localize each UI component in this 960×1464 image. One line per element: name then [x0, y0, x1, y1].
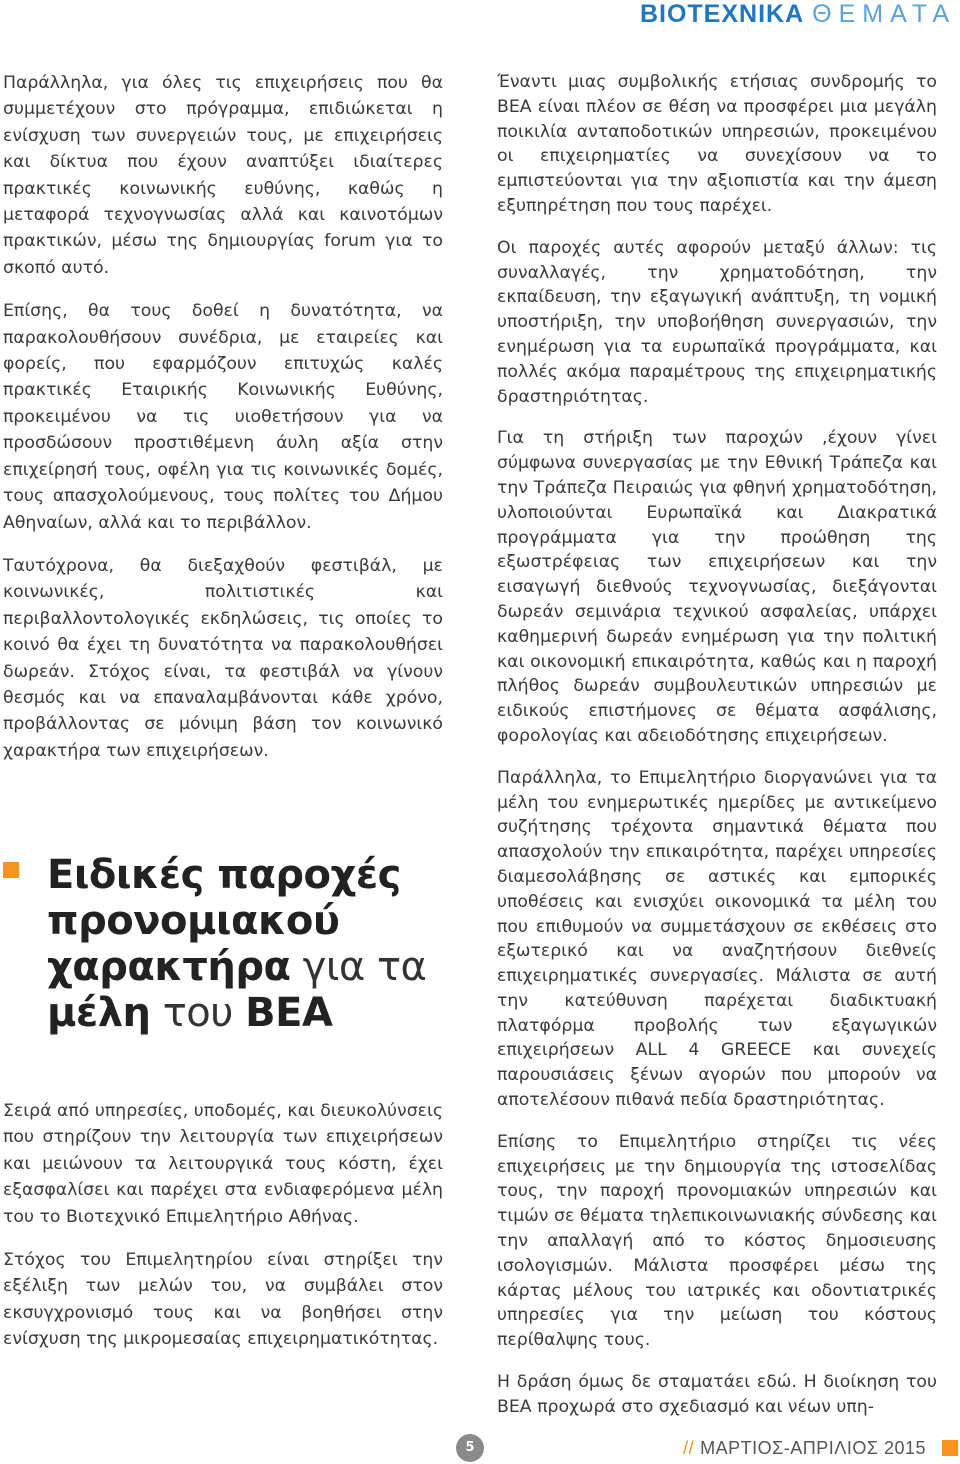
left-column-lower	[3, 1098, 443, 1370]
heading-part-1: Ειδικές παροχές	[47, 852, 401, 898]
left-paragraph-3: Ταυτόχρονα, θα διεξαχθούν φεστιβάλ, με κοινωνικές, πολιτιστικές και περιβαλλοντολογικές εκδηλώσεις, τις οποίες το κοινό θα έχει τη δυνατότητα να παρακολουθήσει δωρεάν. Στόχος είναι, τα φεστιβάλ να γίνουν θεσμός και να επαναλαμβάνονται κάθε χρόνο, προβάλλοντας σε μόνιμη βάση τον κοινωνικό χαρακτήρα των επιχειρήσεων.	[3, 555, 443, 761]
left-lower-paragraph-2: Στόχος του Επιμελητηρίου είναι στηρίξει την εξέλιξη των μελών του, να συμβάλει στον εκσυγχρονισμό τους και να βοηθήσει στην ενίσχυση της μικρομεσαίας επιχειρηματικότητας.	[3, 1250, 443, 1350]
header-brand-bold: ΒΙΟΤΕΧΝΙΚΑ	[639, 0, 805, 28]
right-paragraph-5: Επίσης το Επιμελητήριο στηρίζει τις νέες επιχειρήσεις με την δημιουργία της ιστοσελίδας τους, την παροχή προνομιακών υπηρεσιών και τιμών σε θέματα τηλεπικοινωνιακής σύνδεσης και την απαλλαγή από το κόστος δημοσιευσης ισολογισμών. Μάλιστα προσφέρει μέσω της κάρτας μέλους του ιατρικές και οδοντιατρικές υπηρεσίες για την μείωση του κόστους περίθαλψης τους.	[497, 1131, 937, 1351]
right-column	[497, 70, 937, 1437]
heading-part-6: του	[150, 990, 246, 1036]
left-column	[3, 70, 443, 781]
left-paragraph-2: Επίσης, θα τους δοθεί η δυνατότητα, να παρακολουθήσουν συνέδρια, με εταιρείες και φορείς, που εφαρμόζουν επιτυχώς καλές πρακτικές Εταιρικής Κοινωνικής Ευθύνης, προκειμένου να τις υιοθετήσουν για να προσδώσουν προστιθέμενη άυλη αξία στην επιχείρησή τους, οφέλη για τις κοινωνικές δομές, τους απασχολούμενους, τους πολίτες του Δήμου Αθηναίων, αλλά και το περιβάλλον.	[3, 301, 443, 533]
footer-issue	[683, 1436, 926, 1460]
heading-part-3: χαρακτήρα	[47, 944, 291, 990]
footer-slash: //	[683, 1438, 695, 1458]
heading-part-7: ΒΕΑ	[245, 990, 333, 1036]
heading-part-4: για τα	[290, 944, 427, 990]
left-paragraph-1: Παράλληλα, για όλες τις επιχειρήσεις που θα συμμετέχουν στο πρόγραμμα, επιδιώκεται η ενίσχυση των συνεργειών τους, με επιχειρήσεις και δίκτυα που έχουν αναπτύξει ιδιαίτερες πρακτικές κοινωνικής ευθύνης, καθώς η μεταφορά τεχνογνωσίας αλλά και καινοτόμων πρακτικών, μέσω της δημιουργίας forum για το σκοπό αυτό.	[3, 73, 443, 278]
right-paragraph-3: Για τη στήριξη των παροχών ,έχουν γίνει σύμφωνα συνεργασίας με την Εθνική Τράπεζα και την Τράπεζα Πειραιώς για φθηνή χρηματοδότηση, υλοποιούνται Ευρωπαϊκά και Διακρατικά προγράμματα για την προώθηση της εξωστρέφειας των επιχειρήσεων και την εισαγωγή διεθνούς τεχνογνωσίας, διεξάγονται δωρεάν σεμινάρια τεχνικού ασφαλείας, υπάρχει καθημερινή δωρεάν ενημέρωση για την πολιτική και οικονομική επικαιρότητα, καθώς και η παροχή πλήθος δωρεάν συμβουλευτικών υπηρεσιών με ειδικούς επιστήμονες σε θέματα ασφάλισης, φορολογίας και αδειοδότησης επιχειρήσεων.	[497, 428, 937, 746]
heading-bullet-square	[3, 862, 19, 878]
heading-part-2: προνομιακού	[47, 898, 340, 944]
header-brand-thin: ΘΕΜΑΤΑ	[812, 0, 956, 28]
right-paragraph-2: Οι παροχές αυτές αφορούν μεταξύ άλλων: τις συναλλαγές, την χρηματοδότηση, την εκπαίδευση, την εξαγωγική ανάπτυξη, τη νομική υποστήριξη, την υποβοήθηση συνεργασιών, την ενημέρωση για τα ευρωπαϊκά προγράμματα, και πολλές ακόμα παραμέτρους της επιχειρηματικής δραστηριότητας.	[497, 237, 937, 407]
footer-square-icon	[942, 1440, 958, 1456]
footer-issue-text: ΜΑΡΤΙΟΣ-ΑΠΡΙΛΙΟΣ 2015	[700, 1438, 926, 1458]
section-heading-block	[3, 852, 443, 1036]
page-header	[640, 0, 956, 28]
right-paragraph-1: Έναντι μιας συμβολικής ετήσιας συνδρομής το ΒΕΑ είναι πλέον σε θέση να προσφέρει μια μεγάλη ποικιλία ανταποδοτικών υπηρεσιών, προκειμένου οι επιχειρηματίες να συνεχίσουν να το εμπιστεύονται για την αξιοπιστία και την άμεση εξυπηρέτηση που τους παρέχει.	[497, 72, 937, 216]
right-paragraph-4: Παράλληλα, το Επιμελητήριο διοργανώνει για τα μέλη του ενημερωτικές ημερίδες με αντικείμενο συζήτησης τρέχοντα σημαντικά θέματα που απασχολούν την επικαιρότητα, παρέχει υπηρεσίες διαμεσολάβησης σε αστικές και εμπορικές υποθέσεις και ενισχύει οικονομικά τα μέλη του που επιθυμούν να συμμετάσχουν σε εκθέσεις στο εξωτερικό και να αναζητήσουν διεθνείς επιχειρηματικές συνεργασίες. Μάλιστα σε αυτή την κατεύθυνση παρέχεται διαδικτυακή πλατφόρμα προβολής των εξαγωγικών επιχειρήσεων ALL 4 GREECE και συνεχείς παρουσιάσεις ξένων αγορών που μπορούν να αποτελέσουν πιθανά πεδία δραστηριότητας.	[497, 767, 937, 1111]
left-lower-paragraph-1: Σειρά από υπηρεσίες, υποδομές, και διευκολύνσεις που στηρίζουν την λειτουργία των επιχειρήσεων και μειώνουν τα λειτουργικά τους κόστη, έχει εξασφαλίσει και παρέχει στα ενδιαφερόμενα μέλη του το Βιοτεχνικό Επιμελητήριο Αθήνας.	[3, 1101, 443, 1227]
right-paragraph-6: Η δράση όμως δε σταματάει εδώ. Η διοίκηση του ΒΕΑ προχωρά στο σχεδιασμό και νέων υπη-	[497, 1372, 937, 1417]
heading-part-5: μέλη	[47, 990, 151, 1036]
page-number: 5	[456, 1434, 484, 1462]
section-heading	[47, 852, 443, 1036]
